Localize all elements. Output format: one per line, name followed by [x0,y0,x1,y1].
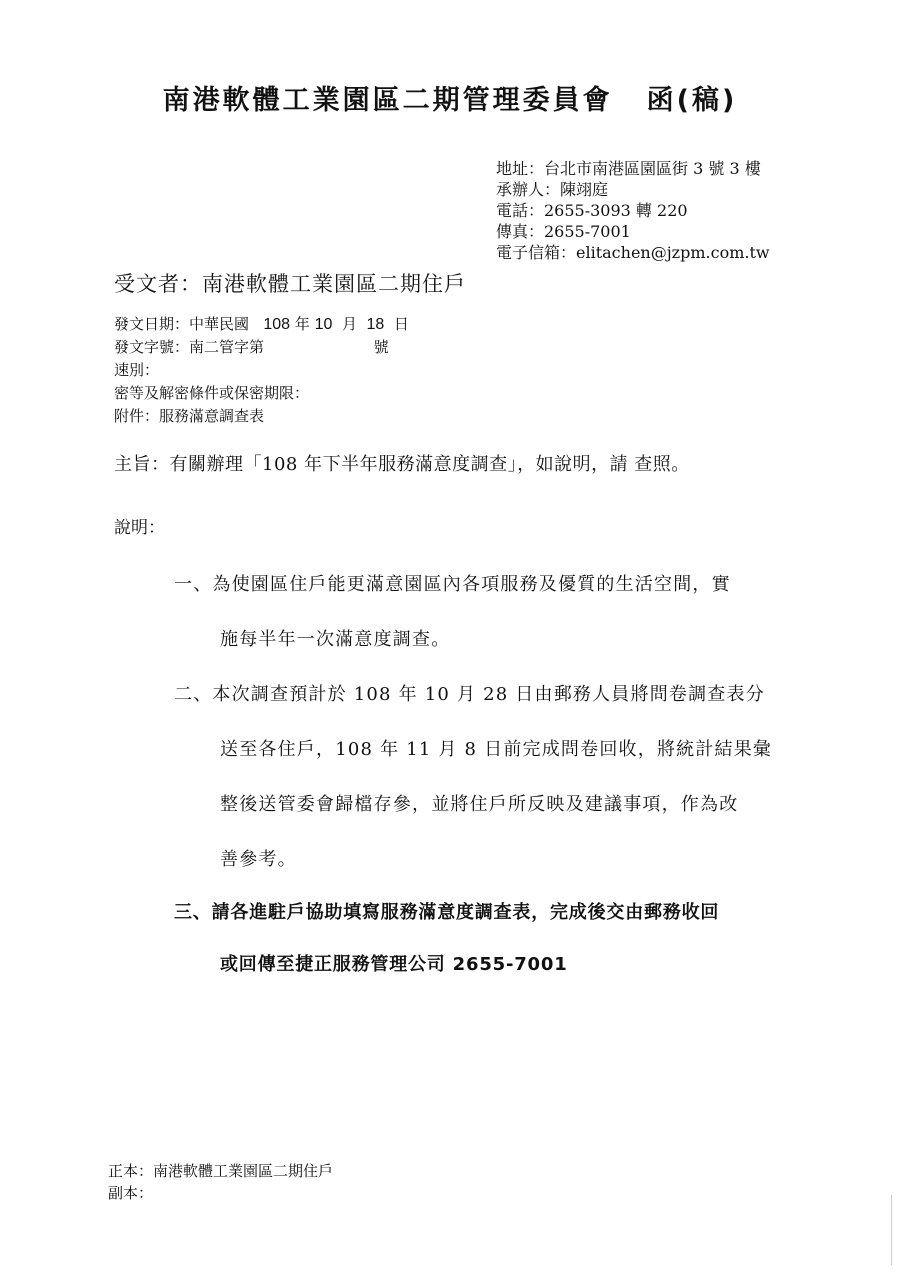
doc-type: 函(稿) [646,85,738,116]
copies-block [108,1160,333,1204]
issue-date [114,313,409,336]
recipient: 受文者：南港軟體工業園區二期住戶 [114,272,466,296]
cc-copy: 副本： [108,1184,154,1202]
subject: 主旨：有關辦理「108 年下半年服務滿意度調查」，如說明，請 查照。 [114,454,690,475]
attachment: 附件：服務滿意調查表 [114,407,265,425]
email: 電子信箱：elitachen@jzpm.com.tw [496,243,770,262]
date-month-unit: 月 [341,315,357,333]
item-2-line-2: 送至各住戶，108 年 11 月 8 日前完成問卷回收，將統計結果彙 [220,739,773,760]
speed: 速別： [114,361,160,379]
item-1-line-1: 一、為使園區住戶能更滿意園區內各項服務及優質的生活空間，實 [174,574,731,595]
address: 地址：台北市南港區園區街 3 號 3 樓 [496,159,761,178]
meta-block [114,313,409,428]
handler: 承辦人：陳翊庭 [496,180,609,199]
phone: 電話：2655-3093 轉 220 [496,201,688,220]
secrecy: 密等及解密條件或保密期限： [114,384,310,402]
date-year: 108 [263,316,291,333]
date-label: 發文日期：中華民國 [114,315,250,333]
date-day: 18 [366,316,385,333]
explain-label: 說明： [114,518,165,538]
doc-number [114,336,409,359]
item-3-line-1: 三、請各進駐戶協助填寫服務滿意度調查表，完成後交由郵務收回 [174,902,720,923]
fax: 傳真：2655-7001 [496,222,631,241]
item-3-line-2: 或回傳至捷正服務管理公司 2655-7001 [220,954,568,975]
item-2-line-1: 二、本次調查預計於 108 年 10 月 28 日由郵務人員將問卷調查表分 [174,684,765,705]
item-1-line-2: 施每半年一次滿意度調查。 [220,629,451,650]
original-copy: 正本：南港軟體工業園區二期住戶 [108,1162,334,1180]
doc-number-suffix: 號 [373,338,389,356]
date-day-unit: 日 [393,315,409,333]
date-year-unit: 年 [294,315,310,333]
item-2-line-3: 整後送管委會歸檔存參，並將住戶所反映及建議事項，作為改 [220,794,739,815]
contact-block [496,158,770,263]
document-title [0,78,900,117]
doc-number-label: 發文字號：南二管字第 [114,338,265,356]
item-2-line-4: 善參考。 [220,849,297,870]
date-month: 10 [314,316,333,333]
org-name: 南港軟體工業園區二期管理委員會 [162,85,613,116]
scan-edge-line [891,1195,892,1265]
